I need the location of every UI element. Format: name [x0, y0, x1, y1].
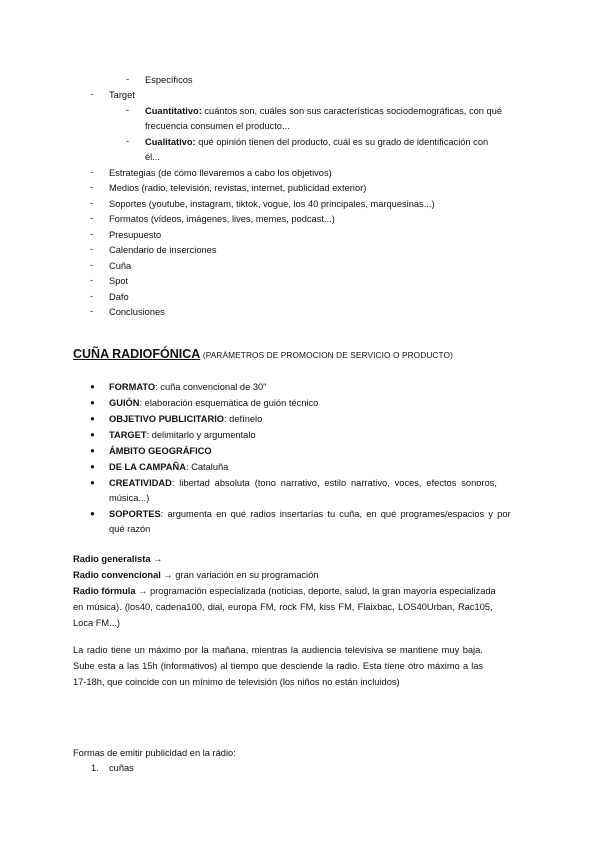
bullet-icon: ●: [90, 414, 95, 423]
param-text: : cuña convencional de 30": [155, 382, 267, 392]
param-text: : Cataluña: [185, 462, 229, 472]
param-label: OBJETIVO PUBLICITARIO: [109, 414, 225, 424]
outline-item: Presupuesto: [109, 230, 162, 240]
radio-formula: [73, 585, 496, 597]
param-label: FORMATO: [109, 382, 156, 392]
radio-generalista: [73, 553, 162, 565]
outline-cualitativo-line-1: [145, 136, 488, 148]
outline-item: Soportes (youtube, instagram, tiktok, vogue, los 40 principales, marquesinas...): [109, 199, 435, 209]
param-label: DE LA CAMPAÑA: [109, 462, 186, 472]
dash-marker: -: [90, 89, 94, 99]
dash-marker: -: [90, 198, 94, 208]
param-label: TARGET: [109, 430, 147, 440]
radio-type-label: Radio fórmula: [73, 586, 136, 596]
outline-item: Cuña: [109, 261, 132, 271]
dash-marker: -: [126, 136, 130, 146]
forms-item-text: cuñas: [109, 763, 134, 773]
outline-item: Medios (radio, televisión, revistas, internet, publicidad exterior): [109, 183, 367, 193]
bullet-icon: ●: [90, 430, 95, 439]
dash-marker: -: [90, 260, 94, 270]
outline-cuantitativo-line-2: frecuencia consumen el producto...: [145, 121, 290, 131]
arrow-icon: →: [153, 554, 163, 564]
cuantitativo-label: Cuantitativo:: [145, 106, 202, 116]
param-soportes-cont: qué razón: [109, 524, 151, 534]
outline-item: Estrategias (de cómo llevaremos a cabo los objetivos): [109, 168, 332, 178]
section-subtitle: (PARÁMETROS DE PROMOCION DE SERVICIO O PRODUCTO): [202, 350, 453, 360]
radio-type-text: → gran variación en su programación: [163, 570, 319, 580]
param-target: [109, 429, 256, 441]
outline-item-especificos: Específicos: [145, 75, 193, 85]
param-objetivo: [109, 413, 262, 425]
bullet-icon: ●: [90, 398, 95, 407]
param-text: : elaboración esquemàtica de guión técnico: [139, 398, 319, 408]
bullet-icon: ●: [90, 446, 95, 455]
param-text: : libertad absoluta (tono narrativo, estilo narrativo, voces, efectos sonoros,: [171, 478, 497, 488]
radio-formula-cont: en música). (los40, cadena100, dial, europa FM, rock FM, kiss FM, Flaixbac, LOS40Urban, Rac105,: [73, 602, 493, 612]
dash-marker: -: [90, 244, 94, 254]
dash-marker: -: [126, 74, 130, 84]
outline-cualitativo-line-2: él...: [145, 152, 160, 162]
param-text: : argumenta en qué radios insertarías tu cuña, en qué programes/espacios y por: [160, 509, 511, 519]
dash-marker: -: [90, 275, 94, 285]
param-creatividad: [109, 477, 527, 489]
param-text: : delimitarlo y argumentalo: [146, 430, 256, 440]
dash-marker: -: [90, 291, 94, 301]
audience-paragraph-line: 17-18h, que coincide con un mínimo de televisión (los niños no están incluidos): [73, 677, 400, 687]
outline-item: Formatos (vídeos, imágenes, lives, memes, podcast...): [109, 214, 335, 224]
outline-item: Dafo: [109, 292, 129, 302]
dash-marker: -: [90, 229, 94, 239]
param-soportes: [109, 508, 527, 520]
param-label: ÁMBITO GEOGRÁFICO: [109, 446, 212, 456]
dash-marker: -: [90, 306, 94, 316]
dash-marker: -: [90, 213, 94, 223]
dash-marker: -: [126, 105, 130, 115]
param-text: : defínelo: [224, 414, 263, 424]
outline-item: Spot: [109, 276, 129, 286]
dash-marker: -: [90, 182, 94, 192]
radio-type-label: Radio convencional: [73, 570, 161, 580]
radio-formula-cont: Loca FM...): [73, 618, 121, 628]
bullet-icon: ●: [90, 478, 95, 487]
radio-type-text: → programación especializada (noticias, deporte, salud, la gran mayoría especializada: [138, 586, 496, 596]
section-heading: [73, 346, 453, 363]
param-creatividad-cont: música...): [109, 493, 150, 503]
dash-marker: -: [90, 167, 94, 177]
outline-item-target: Target: [109, 90, 135, 100]
param-ambito: [109, 445, 212, 457]
radio-convencional: [73, 569, 318, 581]
forms-intro: Formas de emitir publicidad en la rádio:: [73, 748, 236, 758]
radio-type-label: Radio generalista: [73, 554, 151, 564]
outline-cuantitativo-line-1: [145, 105, 502, 117]
param-label: SOPORTES: [109, 509, 161, 519]
audience-paragraph-line: Sube esta a las 15h (informativos) al tiempo que desciende la radio. Esta tiene otro máximo a las: [73, 661, 484, 671]
param-label: GUIÓN: [109, 398, 140, 408]
param-guion: [109, 397, 318, 409]
cualitativo-text: qué opinión tienen del producto, cuál es su grado de identificación con: [198, 137, 489, 147]
bullet-icon: ●: [90, 509, 95, 518]
section-title: CUÑA RADIOFÓNICA: [73, 347, 201, 361]
cuantitativo-text: cuántos son, cuáles son sus características sociodemográficas, con qué: [204, 106, 503, 116]
audience-paragraph-line: La radio tiene un máximo por la mañana, mientras la audiencia televisiva se mantiene muy baja.: [73, 645, 483, 655]
outline-item: Conclusiones: [109, 307, 165, 317]
param-formato: [109, 381, 266, 393]
bullet-icon: ●: [90, 462, 95, 471]
outline-item: Calendario de inserciones: [109, 245, 217, 255]
param-label: CREATIVIDAD: [109, 478, 172, 488]
cualitativo-label: Cualitativo:: [145, 137, 196, 147]
bullet-icon: ●: [90, 382, 95, 391]
forms-item-number: 1.: [91, 763, 99, 773]
param-campana: [109, 461, 228, 473]
